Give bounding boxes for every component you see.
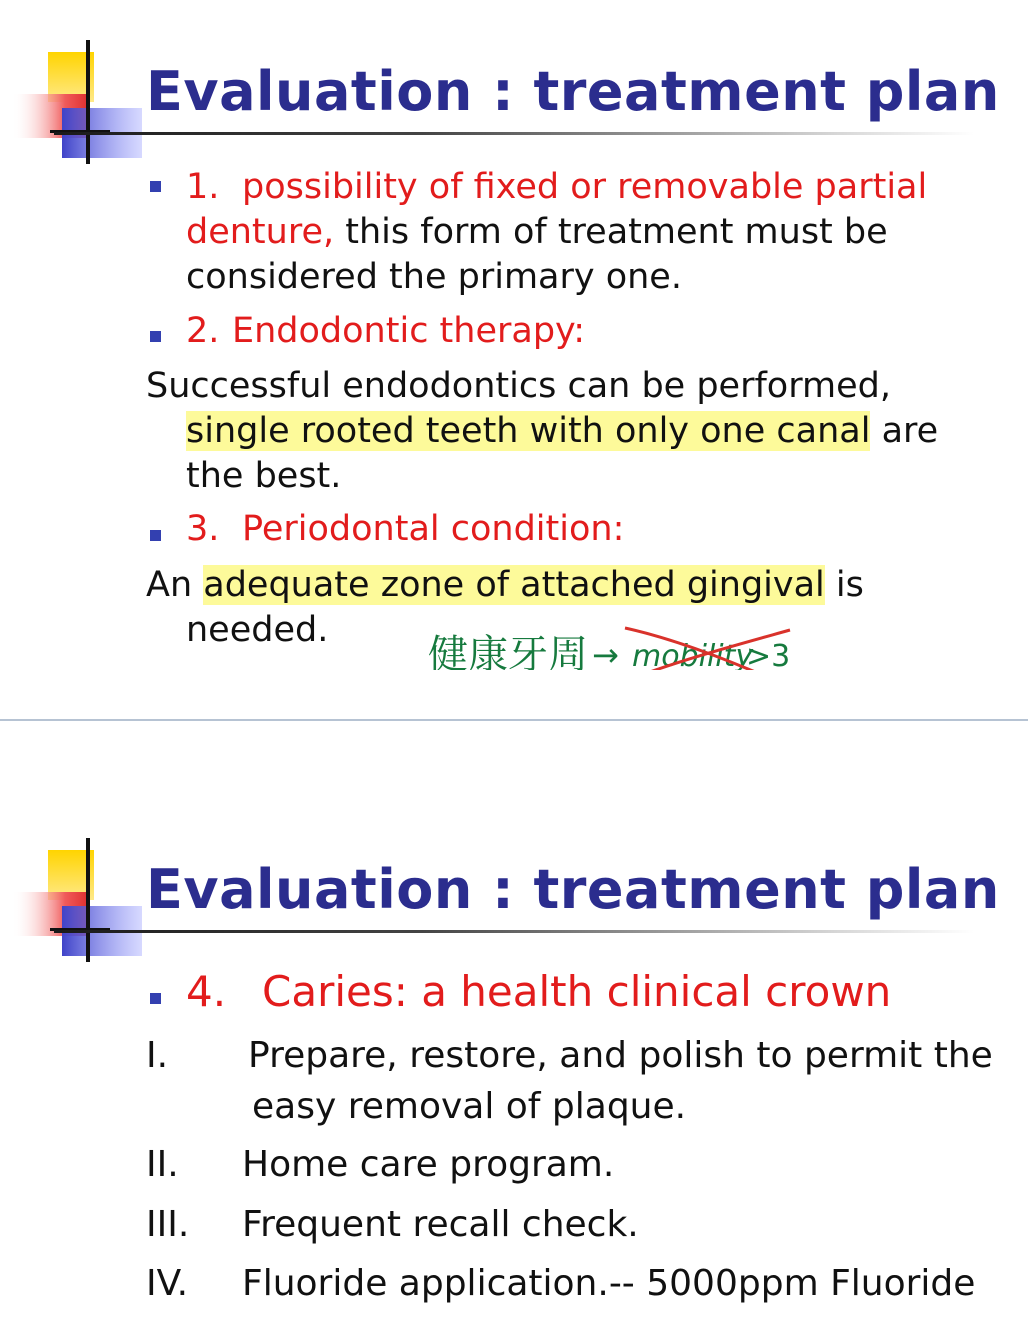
annotation-tail: >3	[746, 639, 791, 674]
list-item-2: Home care program.	[242, 1144, 615, 1185]
page-divider	[0, 719, 1028, 721]
item4-number: 4.	[186, 967, 227, 1016]
list-item-4: Fluoride application.-- 5000ppm Fluoride	[242, 1263, 976, 1304]
item3-para-pre: An	[146, 565, 204, 605]
item2-number: 2.	[186, 311, 220, 351]
item3-label: Periodontal condition:	[242, 509, 625, 549]
list-numeral-1: I.	[146, 1035, 169, 1076]
list-numeral-4: IV.	[146, 1263, 189, 1304]
bullet-icon	[150, 530, 161, 541]
bullet-icon	[150, 993, 161, 1004]
annotation-arrow: →	[592, 636, 619, 674]
item2-para-line3: the best.	[186, 456, 342, 496]
list-numeral-2: II.	[146, 1144, 179, 1185]
item3-number: 3.	[186, 509, 220, 549]
list-item-3: Frequent recall check.	[242, 1204, 639, 1245]
bullet-icon	[150, 331, 161, 342]
highlight-text: single rooted teeth with only one canal	[186, 411, 871, 451]
item2-para-line2	[186, 409, 938, 454]
list-numeral-3: III.	[146, 1204, 190, 1245]
item1-black-text: this form of treatment must be	[334, 212, 888, 252]
handwritten-annotation	[420, 610, 800, 678]
item3-para-line1	[146, 563, 864, 608]
item1-line3: considered the primary one.	[186, 257, 682, 297]
list-item-1-line2: easy removal of plaque.	[252, 1086, 687, 1127]
highlight-text: adequate zone of attached gingival	[203, 565, 825, 605]
item2-para-rest: are	[870, 411, 939, 451]
item1-line2	[186, 210, 888, 255]
bullet-icon	[150, 181, 161, 192]
item3-para-rest: is	[824, 565, 864, 605]
list-item-1-line1: Prepare, restore, and polish to permit the	[248, 1035, 993, 1076]
item3-para-line2: needed.	[186, 610, 329, 650]
slide-logo-icon	[10, 836, 150, 976]
item2-label: Endodontic therapy:	[232, 311, 586, 351]
item1-line1: possibility of fixed or removable partial	[242, 167, 928, 207]
title-underline	[54, 930, 974, 933]
slide-2	[0, 798, 1028, 1342]
title-underline	[54, 132, 974, 135]
page-title: Evaluation : treatment plan	[146, 60, 1000, 123]
annotation-crossed-text: mobility	[632, 639, 754, 674]
page-title: Evaluation : treatment plan	[146, 858, 1000, 921]
item2-para-line1: Successful endodontics can be performed,	[146, 366, 891, 406]
annotation-chinese: 健康牙周	[428, 632, 588, 678]
slide-logo-icon	[10, 38, 150, 178]
item4-label: Caries: a health clinical crown	[262, 967, 892, 1016]
item1-number: 1.	[186, 167, 220, 207]
item1-red-text: denture,	[186, 212, 335, 252]
